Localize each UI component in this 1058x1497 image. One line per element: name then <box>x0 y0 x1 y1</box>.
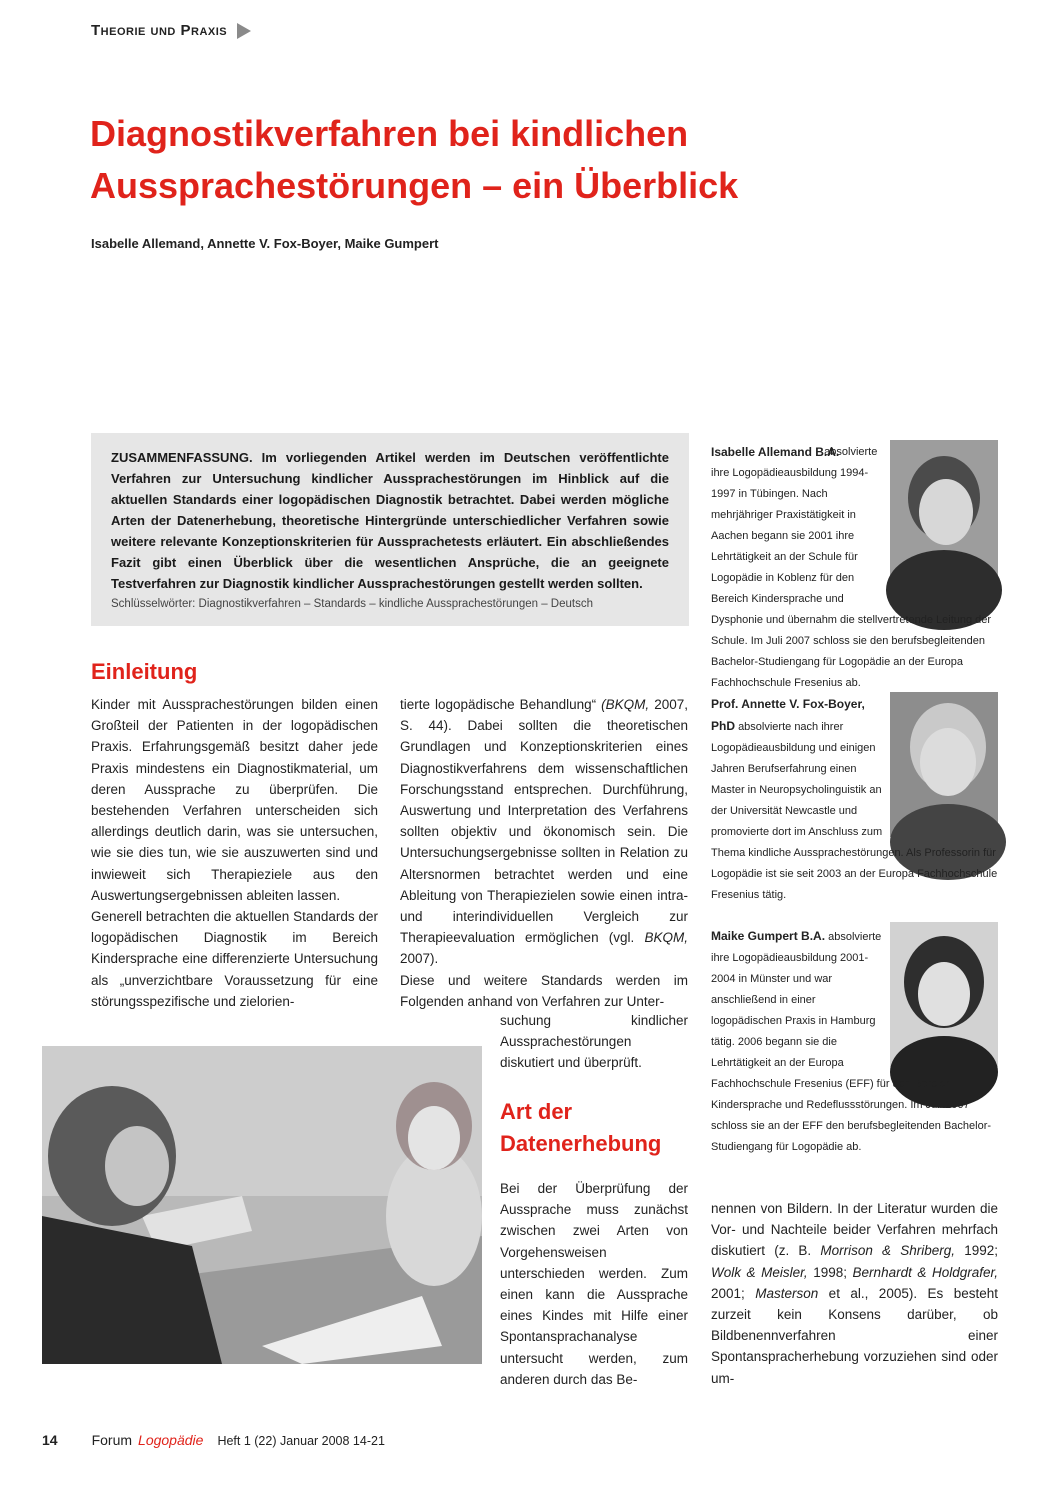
col3-text-a: nennen von Bildern. In der Literatur wurden die Vor- und Nachteile beider Verfahren mehrfach diskutiert (z. B. <box>711 1201 998 1259</box>
author-list: Isabelle Allemand, Annette V. Fox-Boyer, Maike Gumpert <box>91 236 439 251</box>
col2-paragraph-1 <box>400 694 688 970</box>
column-2 <box>400 694 688 1012</box>
col1-paragraph-1: Kinder mit Aussprachestörungen bilden einen Großteil der Patienten in der logopädischen Praxis. Erfahrungsgemäß besitzt daher jede Praxis mindestens ein Diagnostikmaterial, um deren Aussprache zu überprüfen. Die bestehenden Verfahren unterscheiden sich allerdings deutlich darin, was sie untersuchen, wie sie dies tun, wie sie auszuwerten sind und inwieweit sich Therapieziele aus den Auswertungsergebnissen ableiten lassen. <box>91 697 378 903</box>
brand-forum: Forum <box>91 1432 133 1448</box>
column-3 <box>711 1198 998 1389</box>
col3-text-d: 2001; <box>711 1285 756 1301</box>
abstract-body: Im vorliegenden Artikel werden im Deutschen veröffentlichte Verfahren zur Untersuchung kindlicher Aussprachestörungen im Hinblick auf die aktuellen Standards einer logopädischen Diagnostik betrachtet. Dabei werden mögliche Arten der Datenerhebung, theoretische Hintergründe unterschiedlicher Verfahren sowie weitere relevante Konzeptionskriterien für Aussprachetests erläutert. Ein abschließendes Fazit gibt einen Überblick über die wesentlichen Ansprüche, die an geeignete Testverfahren zur Diagnostik kindlicher Aussprachestörungen gestellt werden sollten. <box>111 450 669 591</box>
col2-text-b: 2007, S. 44). Dabei sollten die theoretischen Grundlagen und Konzeptionskriterien eines Diagnostikverfahrens dem wissenschaftlichen Forschungsstand entsprechen. Durchführung, Auswertung und Interpretation des Verfahrens sollten objektiv und ökonomisch sein. Die Untersuchungsergebnisse sollten in Relation zu Altersnormen betrachtet werden und eine Ableitung von Therapiezielen sowie einen intra- und interindividuellen Vergleich zur Therapieevaluation ermöglichen (vgl. <box>400 697 688 946</box>
col2-paragraph-3: Bei der Überprüfung der Aussprache muss zunächst zwischen zwei Arten von Vorgehensweisen unterschieden werden. Zum einen kann die Aussprache eines Kindes mit Hilfe einer Spontansprachanalyse untersucht werden, zum anderen durch das Be- <box>500 1181 688 1387</box>
bio-allemand-text: absolvierte ihre Logopädieausbildung 1994-1997 in Tübingen. Nach mehrjähriger Praxistätigkeit in Aachen begann sie 2001 ihre Lehrtätigkeit an der Schule für Logopädie in Koblenz für den Bereich Kindersprache und Dysphonie und übernahm die stellvertretende Leitung der Schule. Im Juli 2007 schloss sie den berufsbegleitenden Bachelor-Studiengang für Logopädie an der Europa Fachhochschule Fresenius ab. <box>711 446 992 689</box>
bio-fox-boyer-name: Prof. Annette V. Fox-Boyer, PhD <box>711 697 865 733</box>
heading-data-line-2: Datenerhebung <box>500 1131 662 1156</box>
col2-citation-1: (BKQM, <box>601 697 650 712</box>
abstract-box <box>91 433 689 626</box>
bio-gumpert-spacer <box>889 926 1001 1074</box>
col2-paragraph-2: Diese und weitere Standards werden im Folgenden anhand von Verfahren zur Unter- <box>400 972 688 1009</box>
bio-fox-boyer <box>711 694 1001 912</box>
heading-einleitung: Einleitung <box>91 659 198 684</box>
therapy-session-photo <box>42 1046 482 1364</box>
col2-text-a: tierte logopädische Behandlung“ <box>400 697 602 712</box>
article-title <box>90 108 850 212</box>
col3-text-c: 1998; <box>807 1264 853 1280</box>
col2-text-c: 2007). <box>400 951 439 967</box>
page-footer <box>42 1432 385 1448</box>
col3-citation-1: Morrison & Shriberg, <box>820 1243 956 1259</box>
col2-citation-2: BKQM, <box>644 930 688 946</box>
bio-gumpert <box>711 926 1001 1158</box>
page-number: 14 <box>42 1432 58 1448</box>
abstract-text <box>111 447 669 594</box>
heading-art-der-datenerhebung <box>500 1096 661 1160</box>
col3-citation-3: Bernhardt & Holdgrafer, <box>852 1264 998 1280</box>
title-line-2: Aussprachestörungen – ein Überblick <box>90 165 739 206</box>
col1-paragraph-2: Generell betrachten die aktuellen Standards der logopädischen Diagnostik im Bereich Kindersprache eine differenzierte Untersuchung als „unverzichtbare Voraussetzung für eine störungsspezifische und zielorien- <box>91 909 378 1009</box>
abstract-label: ZUSAMMENFASSUNG. <box>111 450 253 465</box>
bio-gumpert-text: absolvierte ihre Logopädieausbildung 2001-2004 in Münster und war anschließend in einer logopädischen Praxis in Hamburg tätig. 2006 begann sie die Lehrtätigkeit an der Europa Fachhochschule Fresenius (EFF) für den Bereich Kindersprache und Redeflussstörungen. Im Juli 2007 schloss sie an der EFF den berufsbegleitenden Bachelor-Studiengang für Logopädie ab. <box>711 931 992 1153</box>
bio-fox-boyer-spacer <box>889 694 1001 842</box>
section-tag <box>91 22 251 39</box>
bio-fox-boyer-text: absolvierte nach ihrer Logopädieausbildung und einigen Jahren Berufserfahrung einen Master in Neuropsycholinguistik an der Universität Newcastle und promovierte dort im Anschluss zum Thema kindliche Aussprachestörungen. Als Professorin für Logopädie ist sie seit 2003 an der Europa Fachhochschule Fresenius tätig. <box>711 721 998 901</box>
col3-text-b: 1992; <box>955 1243 998 1259</box>
col3-citation-4: Masterson <box>755 1285 819 1301</box>
col3-paragraph <box>711 1198 998 1389</box>
column-2-continuation <box>500 1010 688 1074</box>
title-line-1: Diagnostikverfahren bei kindlichen <box>90 113 689 154</box>
col3-text-e: et al., 2005). Es besteht zurzeit kein Konsens darüber, ob Bildbenennverfahren einer Spontanspracherhebung vorzuziehen sind oder um- <box>711 1285 998 1386</box>
bio-allemand-spacer <box>889 442 1001 590</box>
bio-allemand-name: Isabelle Allemand B.A. <box>711 445 840 459</box>
col2-continuation-text: suchung kindlicher Aussprachestörungen diskutiert und überprüft. <box>500 1013 688 1071</box>
bio-allemand <box>711 442 1001 689</box>
bio-gumpert-name: Maike Gumpert B.A. <box>711 929 826 943</box>
column-1 <box>91 694 378 1012</box>
heading-data-line-1: Art der <box>500 1099 573 1124</box>
column-2-bottom <box>500 1178 688 1390</box>
triangle-right-icon <box>237 23 251 39</box>
issue-info: Heft 1 (22) Januar 2008 14-21 <box>217 1434 385 1448</box>
brand-logopaedie: Logopädie <box>138 1432 204 1448</box>
section-label: Theorie und Praxis <box>91 22 228 39</box>
abstract-keywords: Schlüsselwörter: Diagnostikverfahren – Standards – kindliche Aussprachestörungen – Deutsch <box>111 598 593 610</box>
col3-citation-2: Wolk & Meisler, <box>711 1264 808 1280</box>
therapy-session-image <box>42 1046 482 1364</box>
